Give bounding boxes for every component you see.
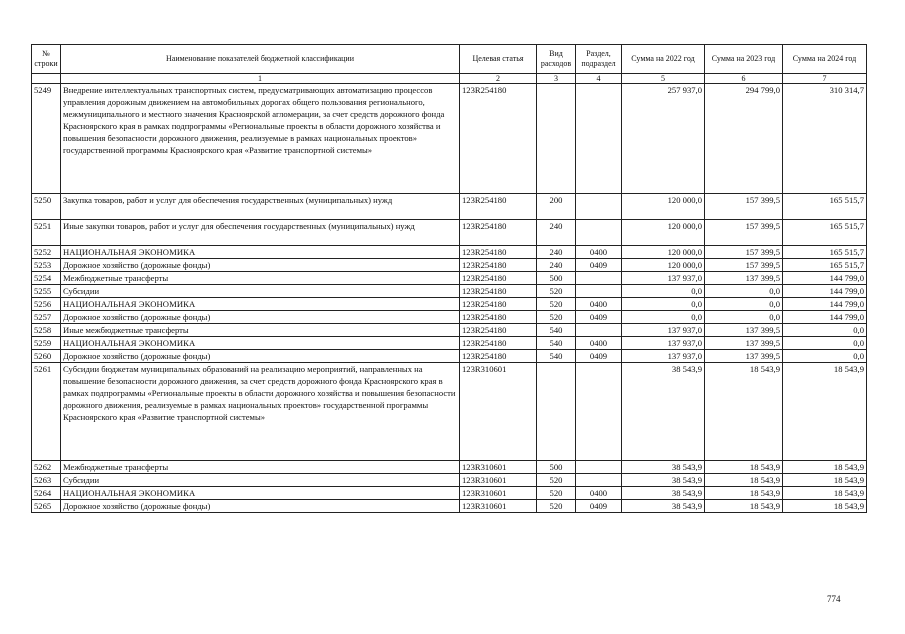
- row-sum-2023: 137 399,5: [705, 337, 783, 350]
- row-name: Иные закупки товаров, работ и услуг для обеспечения государственных (муниципальных) нужд: [61, 220, 460, 246]
- table-row: [32, 272, 867, 285]
- row-sum-2022: 120 000,0: [622, 194, 705, 220]
- header-razd: Раздел, подраздел: [576, 45, 622, 74]
- column-number: 3: [537, 74, 576, 84]
- row-name: Межбюджетные трансферты: [61, 461, 460, 474]
- row-name: Дорожное хозяйство (дорожные фонды): [61, 350, 460, 363]
- row-sum-2023: 0,0: [705, 311, 783, 324]
- table-row: [32, 324, 867, 337]
- row-sum-2023: 18 543,9: [705, 474, 783, 487]
- row-section: [576, 84, 622, 194]
- row-target-code: 123R254180: [460, 298, 537, 311]
- header-name: Наименование показателей бюджетной классификации: [61, 45, 460, 74]
- row-name: Дорожное хозяйство (дорожные фонды): [61, 311, 460, 324]
- column-number-row: [32, 74, 867, 84]
- row-name: Дорожное хозяйство (дорожные фонды): [61, 500, 460, 513]
- row-section: 0409: [576, 311, 622, 324]
- row-expense-type: 540: [537, 337, 576, 350]
- row-target-code: 123R310601: [460, 500, 537, 513]
- row-sum-2023: 157 399,5: [705, 259, 783, 272]
- row-sum-2023: 137 399,5: [705, 272, 783, 285]
- row-sum-2022: 38 543,9: [622, 500, 705, 513]
- row-section: [576, 272, 622, 285]
- row-expense-type: 500: [537, 461, 576, 474]
- row-name: Субсидии: [61, 474, 460, 487]
- row-sum-2024: 18 543,9: [783, 500, 867, 513]
- row-name: НАЦИОНАЛЬНАЯ ЭКОНОМИКА: [61, 298, 460, 311]
- row-sum-2023: 18 543,9: [705, 500, 783, 513]
- row-sum-2023: 0,0: [705, 298, 783, 311]
- row-sum-2023: 294 799,0: [705, 84, 783, 194]
- row-sum-2022: 137 937,0: [622, 350, 705, 363]
- row-number: 5255: [32, 285, 61, 298]
- row-sum-2024: 144 799,0: [783, 272, 867, 285]
- row-target-code: 123R310601: [460, 487, 537, 500]
- row-number: 5252: [32, 246, 61, 259]
- row-expense-type: 540: [537, 324, 576, 337]
- row-name: Иные межбюджетные трансферты: [61, 324, 460, 337]
- row-expense-type: 500: [537, 272, 576, 285]
- header-sum-2024: Сумма на 2024 год: [783, 45, 867, 74]
- row-target-code: 123R254180: [460, 220, 537, 246]
- row-section: [576, 324, 622, 337]
- row-name: НАЦИОНАЛЬНАЯ ЭКОНОМИКА: [61, 246, 460, 259]
- row-sum-2024: 18 543,9: [783, 461, 867, 474]
- row-sum-2023: 0,0: [705, 285, 783, 298]
- row-section: 0400: [576, 487, 622, 500]
- row-number: 5250: [32, 194, 61, 220]
- row-target-code: 123R310601: [460, 474, 537, 487]
- row-target-code: 123R254180: [460, 311, 537, 324]
- row-sum-2024: 18 543,9: [783, 363, 867, 461]
- table-row: [32, 259, 867, 272]
- budget-table: [31, 44, 867, 513]
- row-number: 5260: [32, 350, 61, 363]
- row-number: 5256: [32, 298, 61, 311]
- row-section: 0400: [576, 337, 622, 350]
- table-row: [32, 474, 867, 487]
- row-sum-2024: 0,0: [783, 324, 867, 337]
- row-section: 0409: [576, 350, 622, 363]
- row-sum-2024: 165 515,7: [783, 259, 867, 272]
- row-sum-2022: 120 000,0: [622, 246, 705, 259]
- row-number: 5259: [32, 337, 61, 350]
- header-num: № строки: [32, 45, 61, 74]
- row-name: Субсидии: [61, 285, 460, 298]
- row-sum-2024: 165 515,7: [783, 220, 867, 246]
- row-expense-type: [537, 363, 576, 461]
- row-sum-2023: 137 399,5: [705, 324, 783, 337]
- column-number: 7: [783, 74, 867, 84]
- table-row: [32, 487, 867, 500]
- column-number: 5: [622, 74, 705, 84]
- row-expense-type: 240: [537, 246, 576, 259]
- column-number: 2: [460, 74, 537, 84]
- row-target-code: 123R254180: [460, 285, 537, 298]
- table-row: [32, 461, 867, 474]
- row-name: НАЦИОНАЛЬНАЯ ЭКОНОМИКА: [61, 337, 460, 350]
- row-sum-2024: 144 799,0: [783, 311, 867, 324]
- row-sum-2022: 257 937,0: [622, 84, 705, 194]
- row-number: 5254: [32, 272, 61, 285]
- row-sum-2024: 0,0: [783, 350, 867, 363]
- row-expense-type: 520: [537, 474, 576, 487]
- row-sum-2023: 157 399,5: [705, 220, 783, 246]
- row-sum-2022: 0,0: [622, 311, 705, 324]
- row-expense-type: 520: [537, 500, 576, 513]
- row-sum-2022: 38 543,9: [622, 363, 705, 461]
- row-expense-type: 240: [537, 259, 576, 272]
- row-number: 5257: [32, 311, 61, 324]
- row-expense-type: 520: [537, 298, 576, 311]
- row-sum-2022: 137 937,0: [622, 272, 705, 285]
- row-sum-2024: 144 799,0: [783, 285, 867, 298]
- row-sum-2022: 0,0: [622, 285, 705, 298]
- row-number: 5253: [32, 259, 61, 272]
- row-section: [576, 461, 622, 474]
- row-target-code: 123R254180: [460, 272, 537, 285]
- row-expense-type: 200: [537, 194, 576, 220]
- row-expense-type: 520: [537, 311, 576, 324]
- row-section: 0400: [576, 246, 622, 259]
- row-number: 5261: [32, 363, 61, 461]
- row-section: [576, 220, 622, 246]
- row-sum-2023: 157 399,5: [705, 194, 783, 220]
- row-sum-2024: 18 543,9: [783, 474, 867, 487]
- row-name: Субсидии бюджетам муниципальных образований на реализацию мероприятий, направленных на повышение безопасности дорожного движения, за счет средств дорожного фонда Красноярского края в рамках подпрограммы «Региональные проекты в области дорожного хозяйства и повышения безопасности дорожного движения, реализуемые в рамках национальных проектов» государственной программы Красноярского края «Развитие транспортной системы»: [61, 363, 460, 461]
- row-section: 0409: [576, 259, 622, 272]
- row-target-code: 123R310601: [460, 363, 537, 461]
- row-sum-2023: 18 543,9: [705, 487, 783, 500]
- row-expense-type: 240: [537, 220, 576, 246]
- table-row: [32, 285, 867, 298]
- table-row: [32, 298, 867, 311]
- row-number: 5262: [32, 461, 61, 474]
- row-target-code: 123R254180: [460, 324, 537, 337]
- row-sum-2023: 157 399,5: [705, 246, 783, 259]
- row-sum-2024: 165 515,7: [783, 194, 867, 220]
- row-target-code: 123R310601: [460, 461, 537, 474]
- table-row: [32, 220, 867, 246]
- row-name: Закупка товаров, работ и услуг для обеспечения государственных (муниципальных) нужд: [61, 194, 460, 220]
- row-section: [576, 363, 622, 461]
- column-number: 4: [576, 74, 622, 84]
- row-sum-2022: 120 000,0: [622, 259, 705, 272]
- row-sum-2022: 137 937,0: [622, 337, 705, 350]
- row-name: Межбюджетные трансферты: [61, 272, 460, 285]
- row-target-code: 123R254180: [460, 337, 537, 350]
- column-number: [32, 74, 61, 84]
- row-sum-2023: 18 543,9: [705, 461, 783, 474]
- row-section: [576, 474, 622, 487]
- table-row: [32, 311, 867, 324]
- row-name: НАЦИОНАЛЬНАЯ ЭКОНОМИКА: [61, 487, 460, 500]
- table-row: [32, 363, 867, 461]
- row-section: 0409: [576, 500, 622, 513]
- row-sum-2023: 137 399,5: [705, 350, 783, 363]
- header-vid: Вид расходов: [537, 45, 576, 74]
- row-target-code: 123R254180: [460, 246, 537, 259]
- row-name: Внедрение интеллектуальных транспортных систем, предусматривающих автоматизацию процессов управления дорожным движением на автомобильных дорогах общего пользования регионального, межмуниципального и местного значения Красноярской агломерации, за счет средств дорожного фонда Красноярского края в рамках подпрограммы «Региональные проекты в области дорожного хозяйства и повышения безопасности дорожного движения, реализуемые в рамках национальных проектов» государственной программы Красноярского края «Развитие транспортной системы»: [61, 84, 460, 194]
- row-sum-2024: 144 799,0: [783, 298, 867, 311]
- column-number: 6: [705, 74, 783, 84]
- row-sum-2022: 137 937,0: [622, 324, 705, 337]
- row-number: 5263: [32, 474, 61, 487]
- row-number: 5249: [32, 84, 61, 194]
- row-sum-2022: 120 000,0: [622, 220, 705, 246]
- header-sum-2022: Сумма на 2022 год: [622, 45, 705, 74]
- table-row: [32, 246, 867, 259]
- row-section: [576, 194, 622, 220]
- row-sum-2022: 38 543,9: [622, 487, 705, 500]
- row-name: Дорожное хозяйство (дорожные фонды): [61, 259, 460, 272]
- row-expense-type: 520: [537, 285, 576, 298]
- row-target-code: 123R254180: [460, 194, 537, 220]
- header-code: Целевая статья: [460, 45, 537, 74]
- row-target-code: 123R254180: [460, 259, 537, 272]
- row-number: 5264: [32, 487, 61, 500]
- table-row: [32, 350, 867, 363]
- row-sum-2024: 310 314,7: [783, 84, 867, 194]
- row-sum-2022: 0,0: [622, 298, 705, 311]
- row-sum-2022: 38 543,9: [622, 474, 705, 487]
- row-sum-2024: 165 515,7: [783, 246, 867, 259]
- page-number: 774: [827, 594, 841, 604]
- table-row: [32, 84, 867, 194]
- row-section: 0400: [576, 298, 622, 311]
- row-number: 5265: [32, 500, 61, 513]
- row-sum-2022: 38 543,9: [622, 461, 705, 474]
- row-expense-type: 520: [537, 487, 576, 500]
- row-sum-2024: 18 543,9: [783, 487, 867, 500]
- header-sum-2023: Сумма на 2023 год: [705, 45, 783, 74]
- table-row: [32, 194, 867, 220]
- header-row: [32, 45, 867, 74]
- row-target-code: 123R254180: [460, 350, 537, 363]
- table-row: [32, 337, 867, 350]
- column-number: 1: [61, 74, 460, 84]
- row-expense-type: 540: [537, 350, 576, 363]
- row-sum-2023: 18 543,9: [705, 363, 783, 461]
- row-number: 5258: [32, 324, 61, 337]
- row-expense-type: [537, 84, 576, 194]
- table-row: [32, 500, 867, 513]
- row-sum-2024: 0,0: [783, 337, 867, 350]
- row-section: [576, 285, 622, 298]
- row-number: 5251: [32, 220, 61, 246]
- row-target-code: 123R254180: [460, 84, 537, 194]
